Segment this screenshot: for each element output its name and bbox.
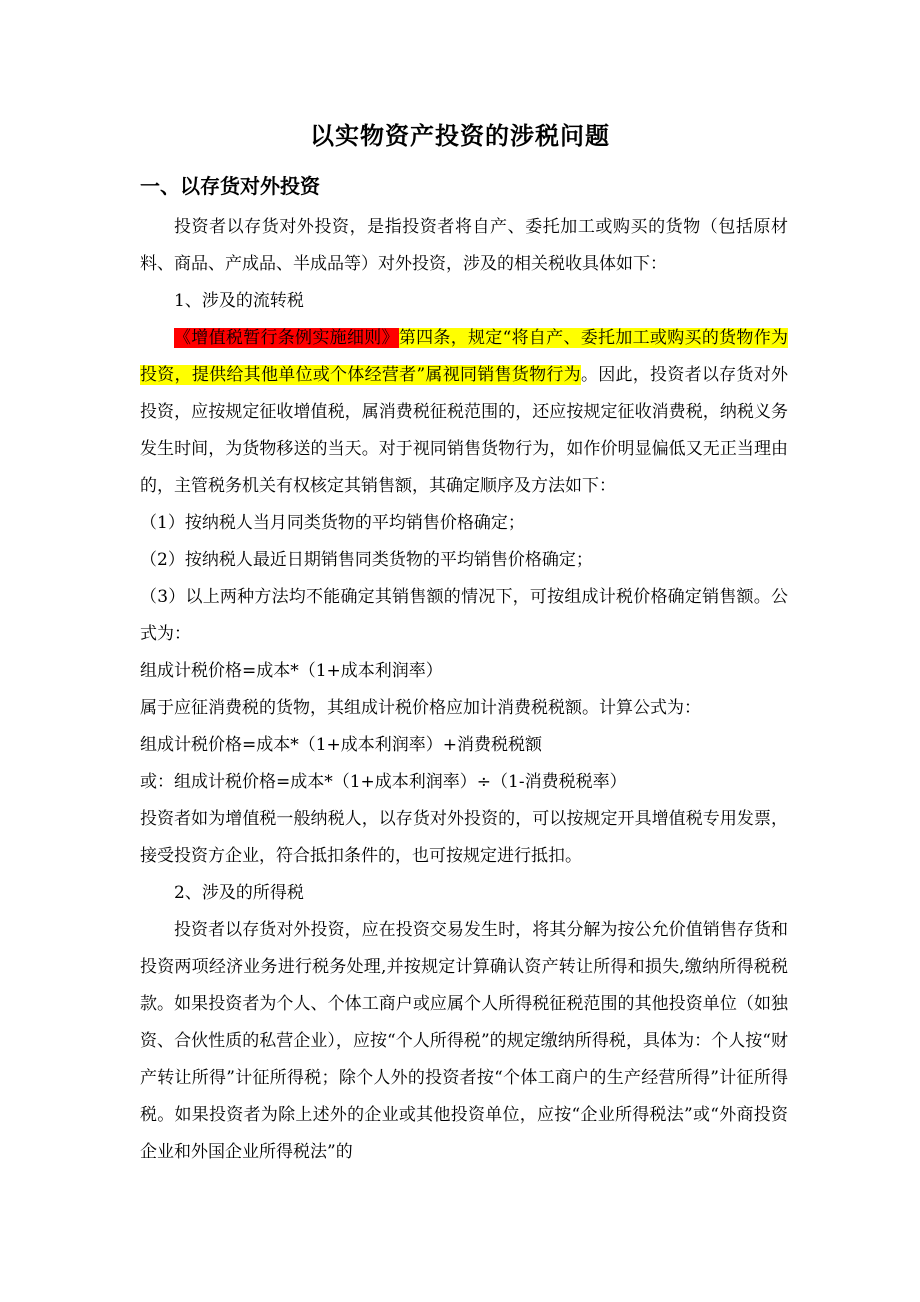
subheading-turnover-tax: 1、涉及的流转税 xyxy=(174,291,304,311)
list-item-method-3: （3）以上两种方法均不能确定其销售额的情况下，可按组成计税价格确定销售额。公式为： xyxy=(140,587,788,644)
formula-line-1: 组成计税价格=成本*（1+成本利润率） xyxy=(140,661,443,681)
paragraph-vat-invoice: 投资者如为增值税一般纳税人，以存货对外投资的，可以按规定开具增值税专用发票，接受投资方企业，符合抵扣条件的，也可按规定进行抵扣。 xyxy=(140,809,788,866)
document-title: 以实物资产投资的涉税问题 xyxy=(310,122,610,150)
paragraph-intro: 投资者以存货对外投资，是指投资者将自产、委托加工或购买的货物（包括原材料、商品、产成品、半成品等）对外投资，涉及的相关税收具体如下： xyxy=(140,217,788,274)
list-item-method-2: （2）按纳税人最近日期销售同类货物的平均销售价格确定； xyxy=(140,550,593,570)
paragraph-vat-regulation xyxy=(140,320,788,505)
formula-line-2: 组成计税价格=成本*（1+成本利润率）+消费税税额 xyxy=(140,735,543,755)
paragraph-text: 。因此，投资者以存货对外投资，应按规定征收增值税，属消费税征税范围的，还应按规定征收消费税，纳税义务发生时间，为货物移送的当天。对于视同销售货物行为，如作价明显偏低又无正当理由的，主管税务机关有权核定其销售额，其确定顺序及方法如下： xyxy=(140,365,788,496)
section-heading: 一、以存货对外投资 xyxy=(140,174,320,198)
highlighted-regulation-title: 《增值税暂行条例实施细则》 xyxy=(174,328,399,348)
highlighted-regulation-clause: 第四条，规定“将自产、委托加工或购买的货物作为投资，提供给其他单位或个体经营者”属视同销售货物行为 xyxy=(140,328,788,385)
list-item-method-1: （1）按纳税人当月同类货物的平均销售价格确定； xyxy=(140,513,525,533)
paragraph-consumption-tax: 属于应征消费税的货物，其组成计税价格应加计消费税税额。计算公式为： xyxy=(140,698,701,718)
subheading-income-tax: 2、涉及的所得税 xyxy=(174,883,304,903)
formula-line-3: 或：组成计税价格=成本*（1+成本利润率）÷（1-消费税税率） xyxy=(140,772,627,792)
document-body xyxy=(140,209,788,1171)
paragraph-income-tax: 投资者以存货对外投资，应在投资交易发生时，将其分解为按公允价值销售存货和投资两项经济业务进行税务处理,并按规定计算确认资产转让所得和损失,缴纳所得税税款。如果投资者为个人、个体工商户或应属个人所得税征税范围的其他投资单位（如独资、合伙性质的私营企业），应按“个人所得税”的规定缴纳所得税，具体为：个人按“财产转让所得”计征所得税；除个人外的投资者按“个体工商户的生产经营所得”计征所得税。如果投资者为除上述外的企业或其他投资单位，应按“企业所得税法”或“外商投资企业和外国企业所得税法”的 xyxy=(140,920,788,1162)
